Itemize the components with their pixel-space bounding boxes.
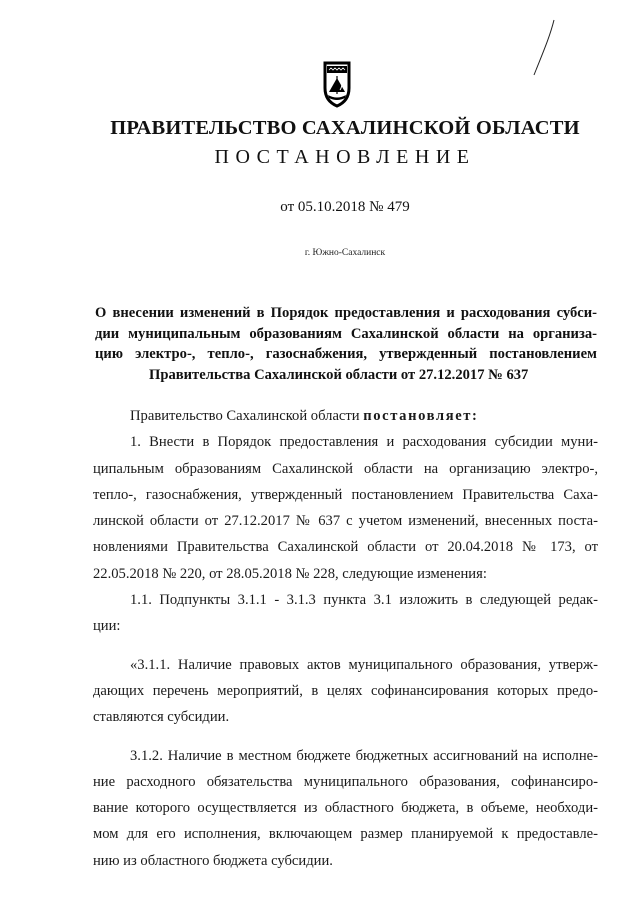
body-line: 1.1. Подпункты 3.1.1 - 3.1.3 пункта 3.1 изложить в следующей редак- (130, 592, 598, 609)
subject-line: О внесении изменений в Порядок предоставления и расходования субси- (95, 305, 597, 321)
preamble-text: Правительство Сахалинской области (130, 408, 364, 424)
body-line: вание которого осуществляется из областного бюджета, в объеме, необходи- (93, 800, 598, 817)
body-line: ние расходного обязательства муниципального образования, софинансиро- (93, 773, 598, 790)
body-line: дающих перечень мероприятий, в целях софинансирования которых предо- (93, 682, 598, 699)
document-type: ПОСТАНОВЛЕНИЕ (214, 146, 476, 168)
coat-of-arms-icon (318, 58, 356, 108)
document-subject (95, 303, 597, 385)
subject-line: дии муниципальным образованиям Сахалинской области на организа- (95, 325, 597, 342)
body-line: ции: (93, 618, 121, 635)
body-line: мом для его исполнения, включающем размер планируемой к предоставле- (93, 826, 598, 843)
document-date-number: от 05.10.2018 № 479 (280, 199, 410, 215)
decree-word: постановляет: (363, 408, 479, 424)
body-line: ставляются субсидии. (93, 709, 230, 726)
organization-title: ПРАВИТЕЛЬСТВО САХАЛИНСКОЙ ОБЛАСТИ (110, 117, 580, 139)
body-line: 1. Внести в Порядок предоставления и расходования субсидии муни- (130, 434, 598, 451)
preamble (93, 403, 598, 429)
subject-line: Правительства Сахалинской области от 27.12.2017 № 637 (149, 366, 529, 383)
body-line: 3.1.2. Наличие в местном бюджете бюджетных ассигнований на исполне- (130, 747, 598, 764)
document-city: г. Южно-Сахалинск (304, 248, 386, 258)
body-line: тепло-, газоснабжения, утвержденный постановлением Правительства Саха- (93, 486, 598, 503)
body-line: линской области от 27.12.2017 № 637 с учетом изменений, внесенных поста- (93, 513, 598, 530)
body-line: нию из областного бюджета субсидии. (93, 852, 333, 869)
body-line: новлениями Правительства Сахалинской области от 20.04.2018 № 173, от (93, 539, 598, 556)
body-line: ципальным образованиям Сахалинской области на организацию электро-, (93, 460, 598, 477)
document-body (93, 403, 598, 874)
pen-mark (530, 18, 560, 78)
body-line: «3.1.1. Наличие правовых актов муниципального образования, утверж- (130, 656, 598, 673)
body-line: 22.05.2018 № 220, от 28.05.2018 № 228, следующие изменения: (93, 565, 487, 582)
subject-line: цию электро-, тепло-, газоснабжения, утвержденный постановлением (95, 346, 597, 362)
